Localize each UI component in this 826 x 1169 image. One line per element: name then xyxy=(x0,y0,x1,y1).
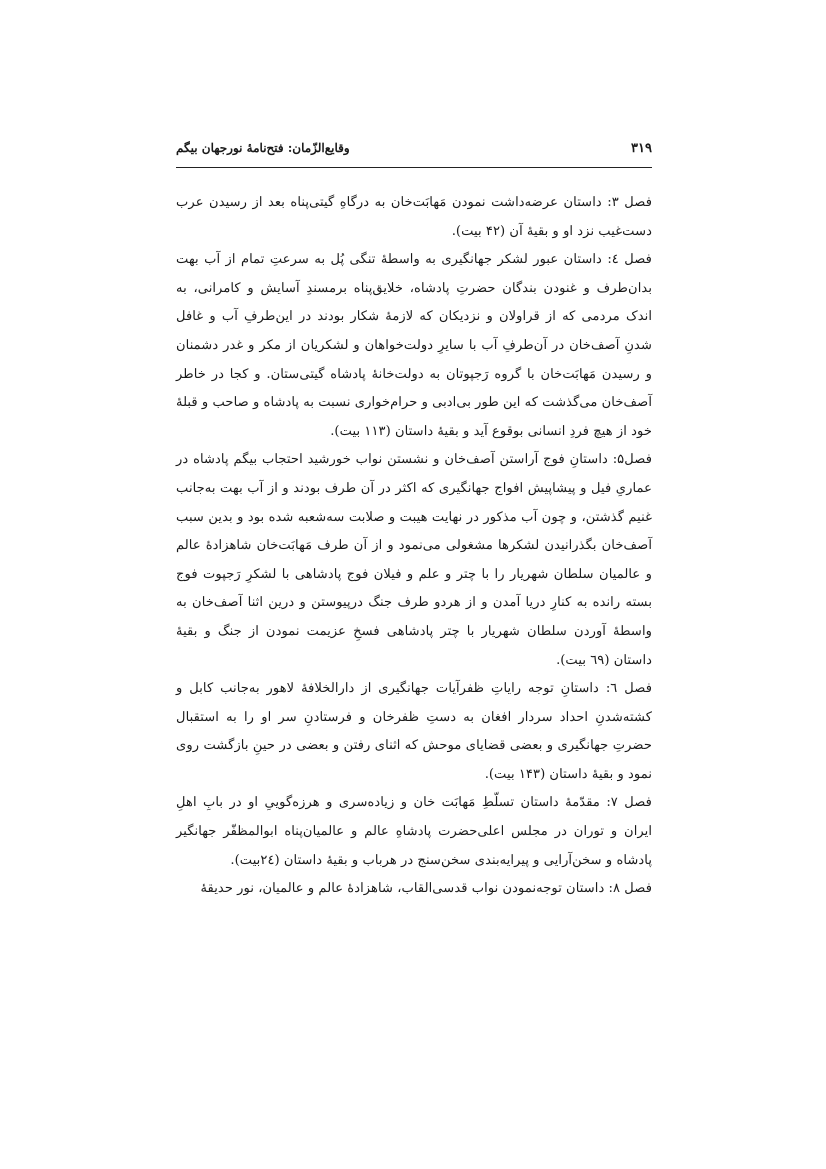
chapter-text: داستان توجه‌نمودن نواب قدسی‌القاب، شاهزادهٔ عالم و عالمیان، نور حدیقهٔ xyxy=(200,881,605,897)
chapter-text: داستانِ فوج آراستن آصف‌خان و نشستن نواب خورشید احتجاب بیگم پادشاه در عماریِ فیل و پیشاپیش افواج جهانگیری که اکثر در آن طرف بودند و از آب بهت به‌جانب غنیم گذشتن، و چون آب مذکور در نهایت هیبت و صلابت سه‌شعبه شده بود و بدین سبب آصف‌خان بگذرانیدن لشکرها مشغولی می‌نمود و از آن طرف مَهابَت‌خان شاهزادهٔ عالم و عالمیان سلطان شهریار را با چتر و علم و فیلان فوج پادشاهی با لشکرِ رَجپوت فوج بسته رانده به کنارِ دریا آمدن و از هردو طرف جنگ درپیوستن و درین اثنا آصف‌خان به واسطهٔ آوردن سلطان شهریار با چتر پادشاهی فسخِ عزیمت نمودن از جنگ و بقیهٔ داستان (٦٩ بیت). xyxy=(176,452,652,668)
chapter-8 xyxy=(176,875,652,904)
chapter-text: داستان عرضه‌داشت نمودن مَهابَت‌خان به درگاهِ گیتی‌پناه بعد از رسیدن عرب دست‌غیب نزد او و بقیهٔ آن (۴۲ بیت). xyxy=(176,195,652,239)
page-number: ۳۱۹ xyxy=(631,141,652,156)
chapter-text: داستان عبور لشکر جهانگیری به واسطهٔ تنگی پُل به سرعتِ تمام از آب بهت بدان‌طرف و غنودن بندگان حضرتِ پادشاه، خلایق‌پناه برمسندِ آسایش و کامرانی، به اندک مردمی که از قراولان و نزدیکان که لازمهٔ شکار بودند در این‌طرفِ آب و غافل شدنِ آصف‌خان در آن‌طرفِ آب با سایرِ دولت‌خواهان و لشکریان از مکر و غدر دشمنان و رسیدن مَهابَت‌خان با گروه رَجپوتان به دولت‌خانهٔ پادشاه گیتی‌ستان. و کجا در خاطر آصف‌خان می‌گذشت که این طور بی‌ادبی و حرام‌خواری نسبت به پادشاه و صاحب و قبلهٔ خود از هیچ فردِ انسانی بوقوع آید و بقیهٔ داستان (۱۱۳ بیت). xyxy=(176,252,652,439)
chapter-label: فصل ٦: xyxy=(605,681,652,697)
chapter-label: فصل۵: xyxy=(612,452,652,468)
running-title: وقایع‌الزّمان: فتح‌نامهٔ نورجهان بیگم xyxy=(176,141,350,155)
chapter-label: فصل ۸: xyxy=(608,881,652,897)
chapter-label: فصل ۳: xyxy=(607,195,652,210)
header-divider xyxy=(176,167,652,168)
chapter-5 xyxy=(176,446,652,675)
chapter-6 xyxy=(176,675,652,789)
chapter-label: فصل ٤: xyxy=(607,252,652,268)
page-header xyxy=(176,141,652,165)
chapter-label: فصل ۷: xyxy=(606,795,652,811)
chapter-3 xyxy=(176,189,652,246)
chapter-list xyxy=(176,189,652,904)
chapter-text: مقدّمهٔ داستان تسلّطِ مَهابَت خان و زیاده‌سری و هرزه‌گوییِ او در بابِ اهلِ ایران و توران در مجلس اعلی‌حضرت پادشاهِ عالم و عالمیان‌پناه ابوالمظفّر جهانگیر پادشاه و سخن‌آرایی و پیرایه‌بندی سخن‌سنج در هرباب و بقیهٔ داستان (۲٤بیت). xyxy=(176,795,652,868)
chapter-4 xyxy=(176,246,652,446)
chapter-7 xyxy=(176,789,652,875)
chapter-text: داستانِ توجه رایاتِ ظفرآیات جهانگیری از دارالخلافهٔ لاهور به‌جانب کابل و کشته‌شدنِ احداد سردار افغان به دستِ ظفرخان و فرستادنِ سر او را به استقبال حضرتِ جهانگیری و بعضی قضایای موحش که اثنای رفتن و بعضی در حینِ بازگشت روی نمود و بقیهٔ داستان (۱۴۳ بیت). xyxy=(176,681,652,782)
